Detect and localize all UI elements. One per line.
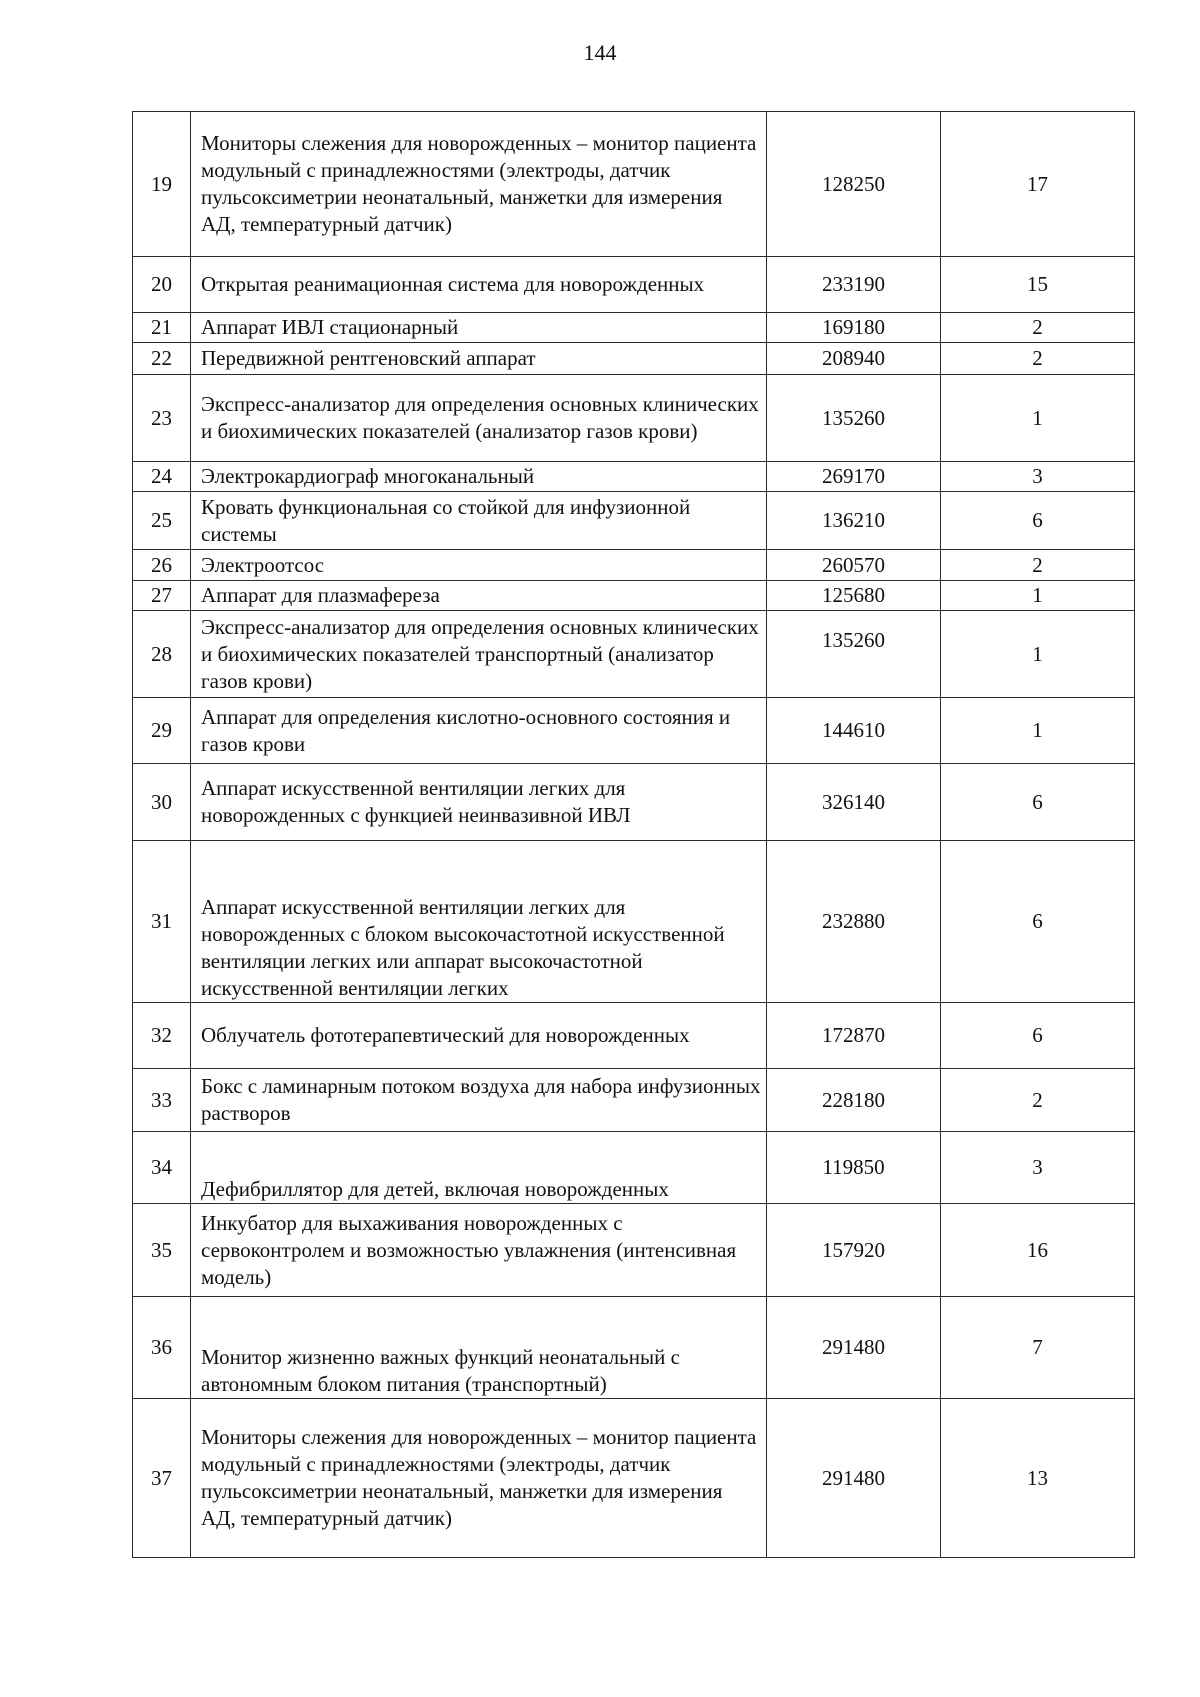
equipment-price: 172870: [767, 1003, 941, 1069]
equipment-name: Мониторы слежения для новорожденных – монитор пациента модульный с принадлежностями (электроды, датчик пульсоксиметрии неонатальный, манжетки для измерения АД, температурный датчик): [191, 1399, 767, 1558]
equipment-name: Электроотсос: [191, 550, 767, 581]
equipment-quantity: 17: [941, 112, 1135, 257]
row-number: 35: [133, 1204, 191, 1297]
equipment-name: Аппарат ИВЛ стационарный: [191, 313, 767, 343]
equipment-quantity: 2: [941, 313, 1135, 343]
equipment-price: 157920: [767, 1204, 941, 1297]
table-row: [133, 313, 1135, 343]
equipment-name: Кровать функциональная со стойкой для инфузионной системы: [191, 492, 767, 550]
equipment-quantity: 2: [941, 550, 1135, 581]
equipment-name: Дефибриллятор для детей, включая новорожденных: [191, 1132, 767, 1204]
equipment-quantity: 15: [941, 257, 1135, 313]
equipment-quantity: 6: [941, 764, 1135, 841]
row-number: 24: [133, 462, 191, 492]
row-number: 37: [133, 1399, 191, 1558]
equipment-name: Электрокардиограф многоканальный: [191, 462, 767, 492]
row-number: 32: [133, 1003, 191, 1069]
row-number: 21: [133, 313, 191, 343]
equipment-quantity: 16: [941, 1204, 1135, 1297]
row-number: 34: [133, 1132, 191, 1204]
equipment-price: 208940: [767, 343, 941, 375]
row-number: 29: [133, 698, 191, 764]
equipment-name: Передвижной рентгеновский аппарат: [191, 343, 767, 375]
equipment-price: 269170: [767, 462, 941, 492]
equipment-price: 291480: [767, 1297, 941, 1399]
table-row: [133, 343, 1135, 375]
equipment-name: Облучатель фототерапевтический для новорожденных: [191, 1003, 767, 1069]
equipment-name: Открытая реанимационная система для новорожденных: [191, 257, 767, 313]
equipment-name: Бокс с ламинарным потоком воздуха для набора инфузионных растворов: [191, 1069, 767, 1132]
equipment-quantity: 2: [941, 343, 1135, 375]
row-number: 26: [133, 550, 191, 581]
table-row: [133, 841, 1135, 1003]
equipment-price: 326140: [767, 764, 941, 841]
table-row: [133, 698, 1135, 764]
equipment-price: 135260: [767, 611, 941, 698]
equipment-price: 119850: [767, 1132, 941, 1204]
equipment-quantity: 6: [941, 1003, 1135, 1069]
equipment-name: Аппарат искусственной вентиляции легких для новорожденных с блоком высокочастотной искусственной вентиляции легких или аппарат высокочастотной искусственной вентиляции легких: [191, 841, 767, 1003]
row-number: 30: [133, 764, 191, 841]
equipment-price: 169180: [767, 313, 941, 343]
equipment-quantity: 3: [941, 462, 1135, 492]
table-row: [133, 112, 1135, 257]
equipment-name: Аппарат для определения кислотно-основного состояния и газов крови: [191, 698, 767, 764]
table-row: [133, 1069, 1135, 1132]
row-number: 25: [133, 492, 191, 550]
equipment-name: Экспресс-анализатор для определения основных клинических и биохимических показателей (анализатор газов крови): [191, 375, 767, 462]
table-row: [133, 550, 1135, 581]
equipment-quantity: 2: [941, 1069, 1135, 1132]
row-number: 19: [133, 112, 191, 257]
table-row: [133, 611, 1135, 698]
equipment-quantity: 7: [941, 1297, 1135, 1399]
table-row: [133, 462, 1135, 492]
page-number: 144: [583, 40, 617, 65]
equipment-price: 291480: [767, 1399, 941, 1558]
row-number: 33: [133, 1069, 191, 1132]
table-row: [133, 1132, 1135, 1204]
equipment-name: Мониторы слежения для новорожденных – монитор пациента модульный с принадлежностями (электроды, датчик пульсоксиметрии неонатальный, манжетки для измерения АД, температурный датчик): [191, 112, 767, 257]
equipment-quantity: 13: [941, 1399, 1135, 1558]
equipment-price: 232880: [767, 841, 941, 1003]
equipment-quantity: 1: [941, 698, 1135, 764]
equipment-price: 135260: [767, 375, 941, 462]
row-number: 28: [133, 611, 191, 698]
equipment-quantity: 1: [941, 581, 1135, 611]
equipment-quantity: 6: [941, 492, 1135, 550]
table-row: [133, 492, 1135, 550]
equipment-quantity: 1: [941, 375, 1135, 462]
equipment-name: Экспресс-анализатор для определения основных клинических и биохимических показателей транспортный (анализатор газов крови): [191, 611, 767, 698]
table-row: [133, 375, 1135, 462]
equipment-price: 144610: [767, 698, 941, 764]
equipment-name: Аппарат для плазмафереза: [191, 581, 767, 611]
row-number: 36: [133, 1297, 191, 1399]
equipment-price: 228180: [767, 1069, 941, 1132]
table-row: [133, 1297, 1135, 1399]
row-number: 31: [133, 841, 191, 1003]
equipment-name: Инкубатор для выхаживания новорожденных с сервоконтролем и возможностью увлажнения (интенсивная модель): [191, 1204, 767, 1297]
row-number: 20: [133, 257, 191, 313]
equipment-name: Монитор жизненно важных функций неонатальный с автономным блоком питания (транспортный): [191, 1297, 767, 1399]
table-row: [133, 1399, 1135, 1558]
equipment-price: 136210: [767, 492, 941, 550]
row-number: 22: [133, 343, 191, 375]
equipment-quantity: 3: [941, 1132, 1135, 1204]
row-number: 27: [133, 581, 191, 611]
equipment-price: 260570: [767, 550, 941, 581]
table-row: [133, 257, 1135, 313]
equipment-price: 125680: [767, 581, 941, 611]
table-row: [133, 1204, 1135, 1297]
equipment-quantity: 1: [941, 611, 1135, 698]
equipment-table: [132, 111, 1135, 1558]
table-row: [133, 1003, 1135, 1069]
row-number: 23: [133, 375, 191, 462]
equipment-quantity: 6: [941, 841, 1135, 1003]
equipment-name: Аппарат искусственной вентиляции легких для новорожденных с функцией неинвазивной ИВЛ: [191, 764, 767, 841]
equipment-price: 128250: [767, 112, 941, 257]
table-row: [133, 764, 1135, 841]
equipment-price: 233190: [767, 257, 941, 313]
table-row: [133, 581, 1135, 611]
